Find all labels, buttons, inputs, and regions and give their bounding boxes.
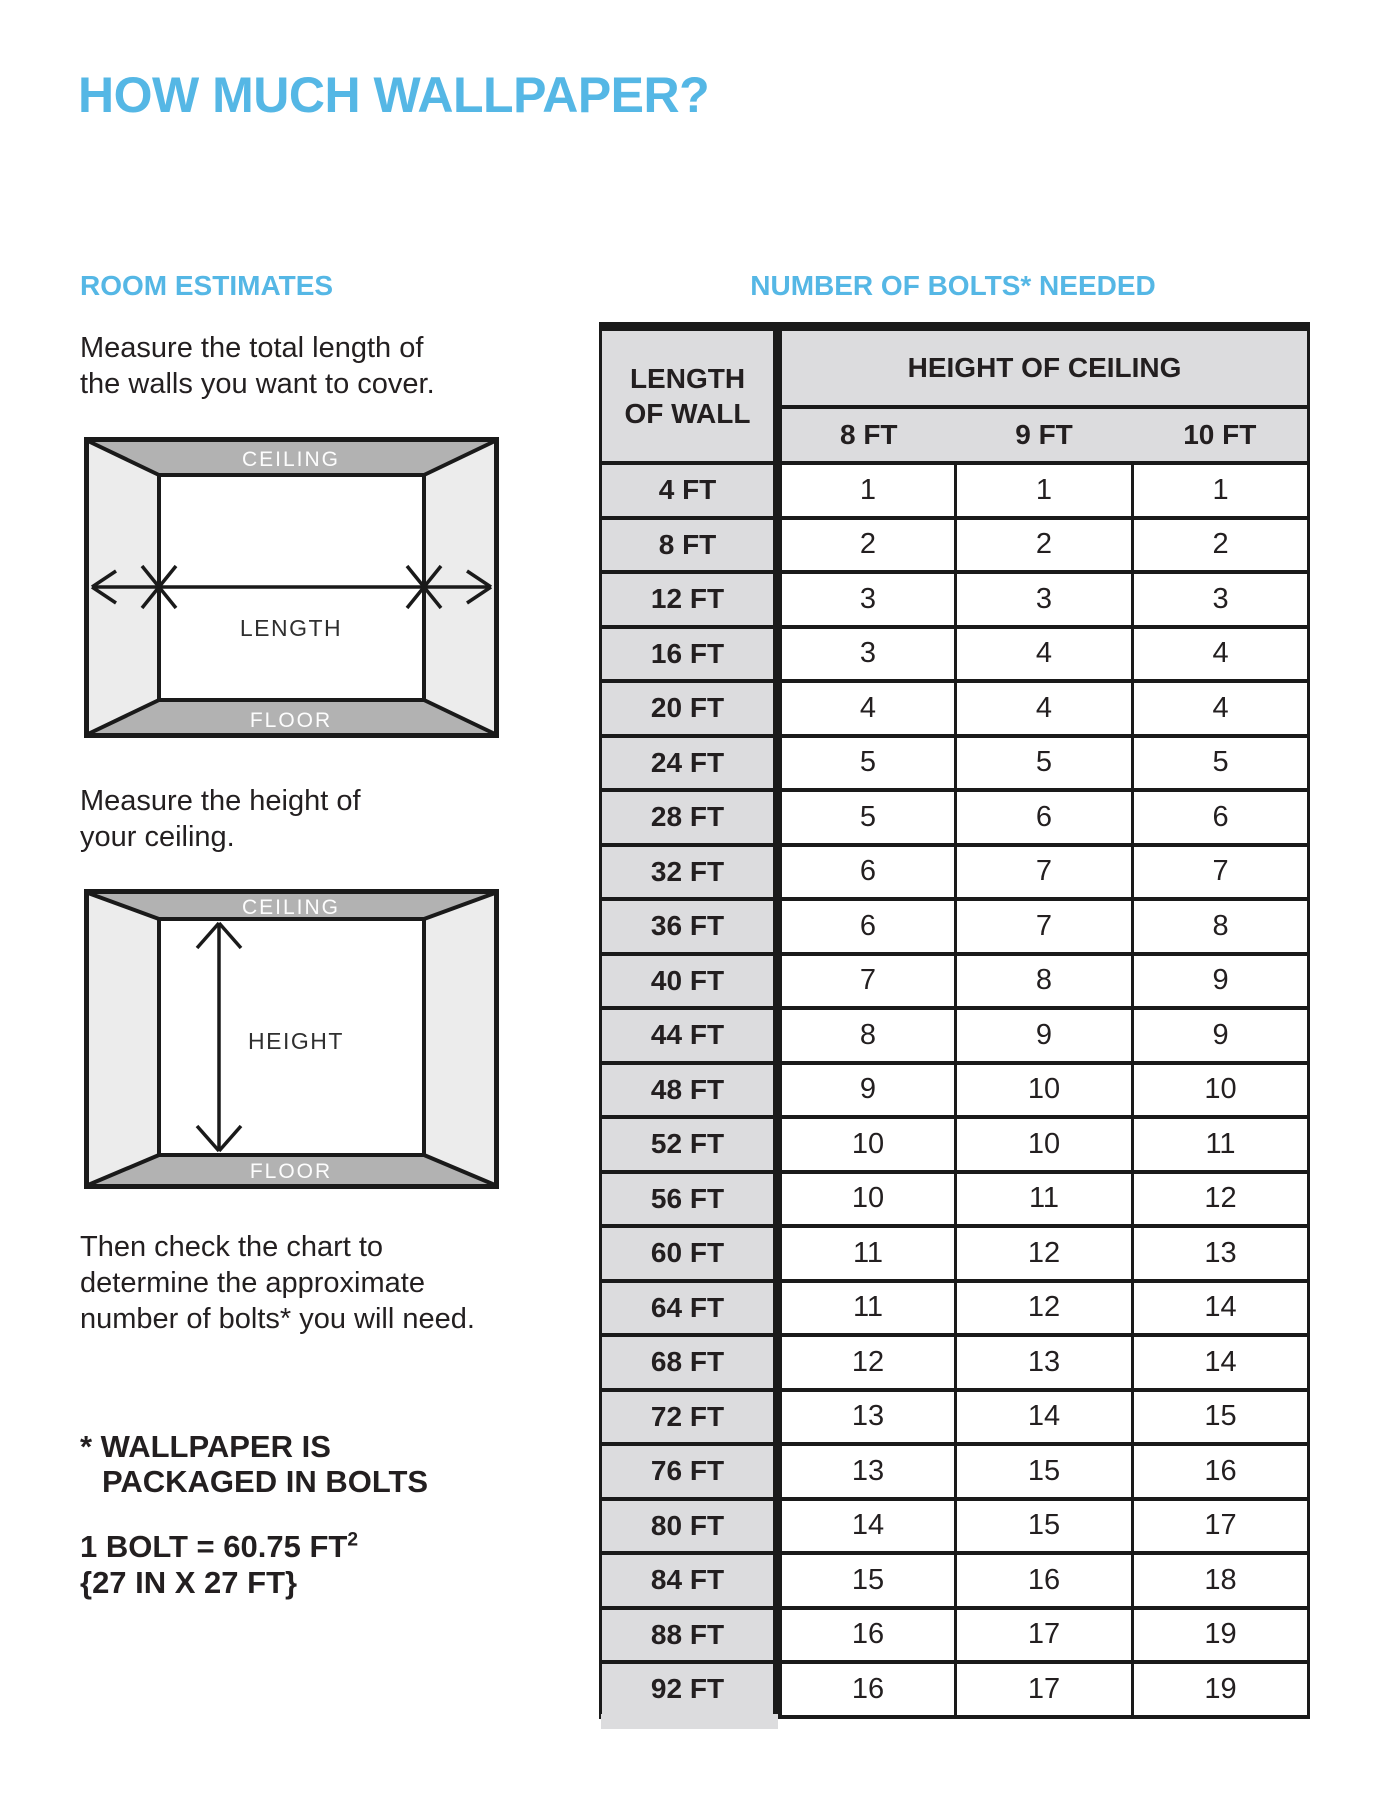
bolts-9ft-cell: 9 [956,1008,1133,1063]
bolts-9ft-cell: 17 [956,1608,1133,1663]
table-row [601,463,1309,518]
table-row [601,1117,1309,1172]
bolts-8ft-cell: 10 [778,1172,956,1227]
bolts-9ft-cell: 7 [956,899,1133,954]
bolts-10ft-cell: 9 [1133,1008,1309,1063]
wall-length-cell: 80 FT [601,1499,778,1554]
bolt-equation: 1 BOLT = 60.75 $FT^2$ [80,1529,359,1564]
bolts-10ft-cell: 11 [1133,1117,1309,1172]
bolts-9ft-cell: 7 [956,845,1133,900]
bolts-9ft-cell: 14 [956,1390,1133,1445]
bolts-10ft-cell: 19 [1133,1608,1309,1663]
wall-length-cell: 72 FT [601,1390,778,1445]
table-row [601,1281,1309,1336]
wall-length-cell: 92 FT [601,1662,778,1717]
wall-length-cell: 4 FT [601,463,778,518]
bolts-8ft-cell: 16 [778,1662,956,1717]
bolts-8ft-cell: 3 [778,572,956,627]
table-row [601,1390,1309,1445]
bolts-10ft-cell: 6 [1133,790,1309,845]
wall-length-cell: 68 FT [601,1335,778,1390]
table-row [601,1662,1309,1717]
bolts-10ft-cell: 12 [1133,1172,1309,1227]
footnote-line: * WALLPAPER IS [80,1429,331,1464]
bolts-9ft-cell: 8 [956,954,1133,1009]
wall-length-cell: 28 FT [601,790,778,845]
table-row [601,899,1309,954]
bolts-8ft-cell: 11 [778,1281,956,1336]
table-row [601,1008,1309,1063]
bolts-8ft-cell: 9 [778,1063,956,1118]
bolts-9ft-cell: 5 [956,736,1133,791]
instruction-check-chart [80,1229,475,1337]
bolts-10ft-cell: 15 [1133,1390,1309,1445]
table-row [601,1499,1309,1554]
bolts-10ft-cell: 1 [1133,463,1309,518]
bolts-8ft-cell: 15 [778,1553,956,1608]
table-row [601,1553,1309,1608]
bolts-8ft-cell: 8 [778,1008,956,1063]
bolts-10ft-cell: 16 [1133,1444,1309,1499]
floor-label: FLOOR [249,709,333,732]
exponent: 2 [347,1529,359,1551]
wallpaper-bolts-footnote [80,1429,428,1499]
wall-length-cell: 12 FT [601,572,778,627]
wall-length-cell: 8 FT [601,518,778,573]
length-of-wall-header: LENGTH OF WALL [601,327,778,464]
bolts-8ft-cell: 13 [778,1390,956,1445]
bolts-9ft-cell: 1 [956,463,1133,518]
column-header-8ft: 8 FT [778,407,956,463]
bolts-8ft-cell: 5 [778,736,956,791]
bolts-8ft-cell: 11 [778,1226,956,1281]
bolts-8ft-cell: 14 [778,1499,956,1554]
bolts-9ft-cell: 3 [956,572,1133,627]
bolts-8ft-cell: 12 [778,1335,956,1390]
bolts-10ft-cell: 2 [1133,518,1309,573]
bolts-10ft-cell: 13 [1133,1226,1309,1281]
bolts-10ft-cell: 14 [1133,1335,1309,1390]
bolts-9ft-cell: 15 [956,1499,1133,1554]
wall-length-cell: 32 FT [601,845,778,900]
group-header-row [601,327,1309,408]
wall-length-cell: 64 FT [601,1281,778,1336]
ceiling-label: CEILING [241,448,341,471]
room-estimates-heading: ROOM ESTIMATES [80,270,334,301]
instruction-line: number of bolts* you will need. [80,1303,475,1335]
bolt-size-info [80,1529,358,1601]
bolts-10ft-cell: 10 [1133,1063,1309,1118]
floor-label: FLOOR [249,1160,333,1183]
instruction-line: your ceiling. [80,821,235,853]
instruction-line: the walls you want to cover. [80,368,435,400]
table-row [601,627,1309,682]
height-label: HEIGHT [248,1028,344,1054]
wall-length-cell: 24 FT [601,736,778,791]
table-row [601,1444,1309,1499]
instruction-line: Measure the total length of [80,332,424,364]
length-room-diagram [84,437,499,738]
column-header-10ft: 10 FT [1133,407,1309,463]
wall-length-cell: 40 FT [601,954,778,1009]
bolts-9ft-cell: 11 [956,1172,1133,1227]
instruction-line: Then check the chart to [80,1231,384,1263]
table-row [601,790,1309,845]
bolts-9ft-cell: 10 [956,1063,1133,1118]
wall-length-cell: 56 FT [601,1172,778,1227]
bolts-10ft-cell: 19 [1133,1662,1309,1717]
bolts-10ft-cell: 7 [1133,845,1309,900]
table-row [601,1608,1309,1663]
column-header-9ft: 9 FT [956,407,1133,463]
bolts-10ft-cell: 4 [1133,681,1309,736]
table-row [601,1172,1309,1227]
wall-length-cell: 88 FT [601,1608,778,1663]
instruction-line: determine the approximate [80,1267,425,1299]
bolts-8ft-cell: 5 [778,790,956,845]
footnote-line: PACKAGED IN BOLTS [102,1464,429,1499]
wall-length-cell: 36 FT [601,899,778,954]
table-row [601,572,1309,627]
table-row [601,954,1309,1009]
table-row [601,845,1309,900]
bolts-10ft-cell: 9 [1133,954,1309,1009]
table-row [601,736,1309,791]
bolts-8ft-cell: 13 [778,1444,956,1499]
wall-length-cell: 60 FT [601,1226,778,1281]
right-wall-panel [424,893,495,1185]
bolts-8ft-cell: 3 [778,627,956,682]
wall-length-cell: 76 FT [601,1444,778,1499]
instruction-line: Measure the height of [80,785,361,817]
bolts-8ft-cell: 6 [778,899,956,954]
bolts-table-body [601,463,1309,1717]
bolts-8ft-cell: 7 [778,954,956,1009]
bolts-9ft-cell: 10 [956,1117,1133,1172]
bolts-10ft-cell: 17 [1133,1499,1309,1554]
wall-length-cell: 16 FT [601,627,778,682]
bolts-table [599,322,1310,1719]
bolts-9ft-cell: 15 [956,1444,1133,1499]
bolts-10ft-cell: 5 [1133,736,1309,791]
bolts-9ft-cell: 16 [956,1553,1133,1608]
table-row [601,1063,1309,1118]
bolts-8ft-cell: 16 [778,1608,956,1663]
bolts-9ft-cell: 12 [956,1226,1133,1281]
bolts-8ft-cell: 6 [778,845,956,900]
wall-length-cell: 20 FT [601,681,778,736]
table-row [601,1335,1309,1390]
bolt-dimensions: {27 IN X 27 FT} [80,1565,298,1600]
bolts-table-heading: NUMBER OF BOLTS* NEEDED [750,270,1156,301]
bolts-9ft-cell: 17 [956,1662,1133,1717]
height-room-diagram [84,889,499,1189]
wall-length-cell: 52 FT [601,1117,778,1172]
ceiling-label: CEILING [241,896,341,919]
bolts-9ft-cell: 2 [956,518,1133,573]
left-wall-panel [88,893,159,1185]
bolts-9ft-cell: 4 [956,681,1133,736]
bolts-10ft-cell: 14 [1133,1281,1309,1336]
length-label: LENGTH [239,615,343,641]
bolts-9ft-cell: 6 [956,790,1133,845]
bolts-8ft-cell: 2 [778,518,956,573]
wall-length-cell: 84 FT [601,1553,778,1608]
table-row [601,518,1309,573]
bolts-10ft-cell: 4 [1133,627,1309,682]
table-footer-stub [601,1714,778,1729]
instruction-measure-length [80,330,435,402]
bolts-8ft-cell: 4 [778,681,956,736]
bolts-9ft-cell: 12 [956,1281,1133,1336]
table-row [601,1226,1309,1281]
table-row [601,681,1309,736]
bolts-8ft-cell: 1 [778,463,956,518]
page-title: HOW MUCH WALLPAPER? [78,67,710,123]
bolts-9ft-cell: 4 [956,627,1133,682]
bolts-8ft-cell: 10 [778,1117,956,1172]
wall-length-cell: 48 FT [601,1063,778,1118]
bolts-10ft-cell: 3 [1133,572,1309,627]
instruction-measure-height [80,783,361,855]
bolts-10ft-cell: 18 [1133,1553,1309,1608]
height-of-ceiling-header: HEIGHT OF CEILING [778,327,1309,408]
bolts-10ft-cell: 8 [1133,899,1309,954]
wall-length-cell: 44 FT [601,1008,778,1063]
bolts-9ft-cell: 13 [956,1335,1133,1390]
